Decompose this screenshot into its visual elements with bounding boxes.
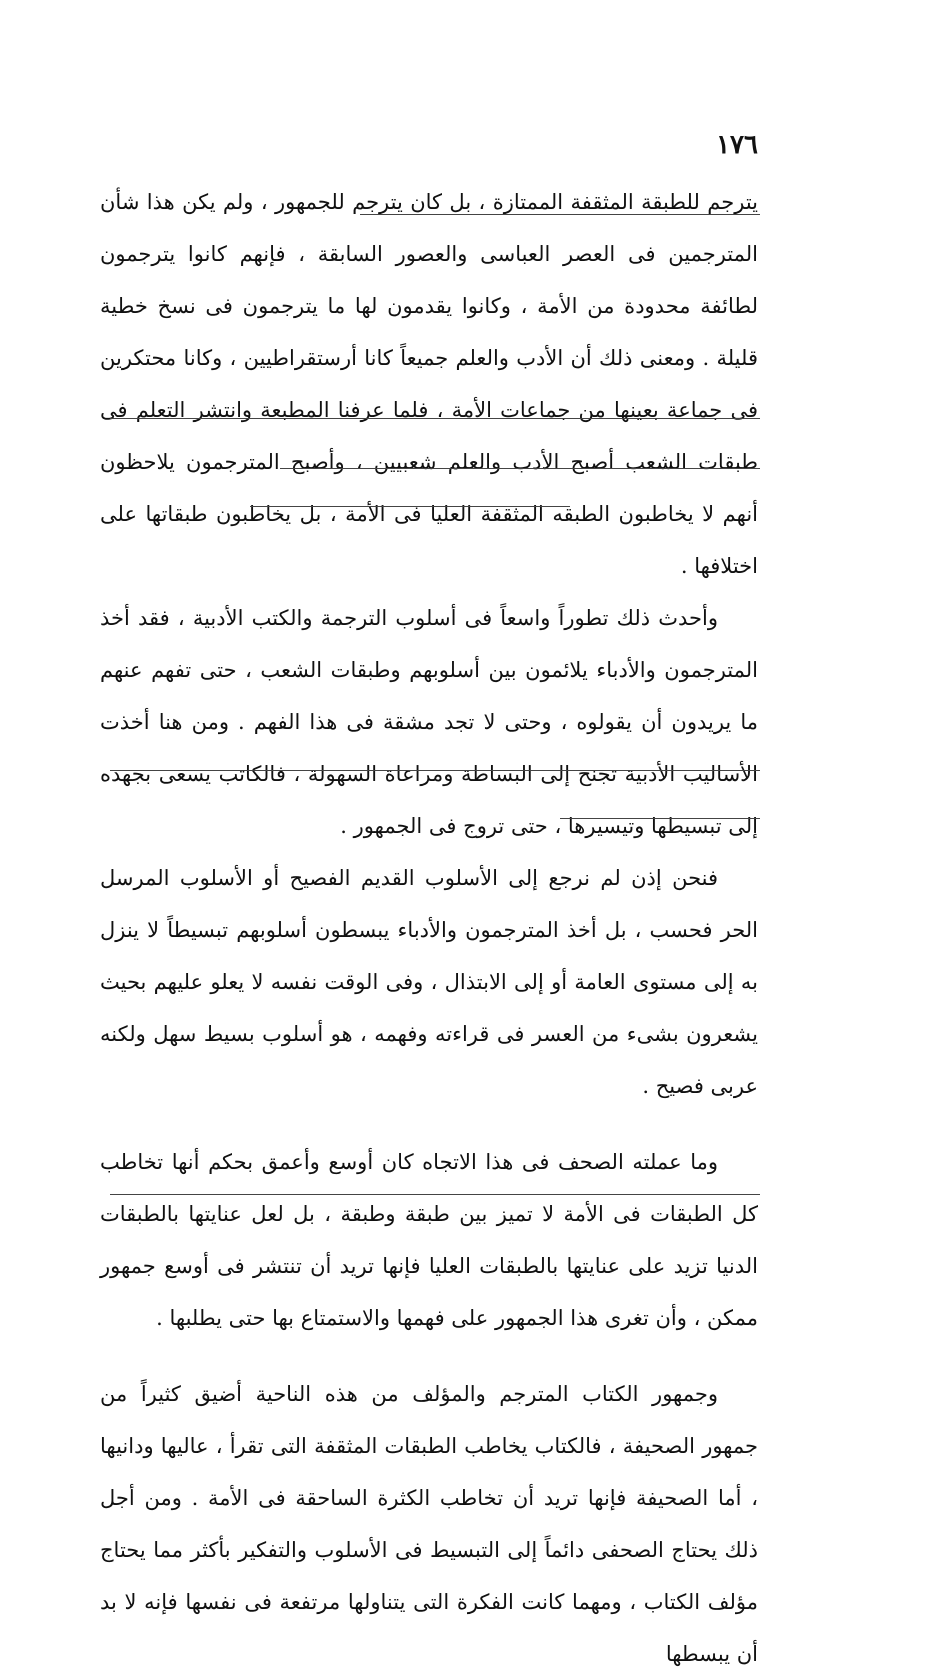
handwritten-underline bbox=[110, 418, 760, 419]
paragraph-3: فنحن إذن لم نرجع إلى الأسلوب القديم الفصيح أو الأسلوب المرسل الحر فحسب ، بل أخذ المترجمون والأدباء يبسطون أسلوبهم تبسيطاً لا ينزل به إلى مستوى العامة أو إلى الابتذال ، وفى الوقت نفسه لا يعلو عليهم بحيث يشعرون بشىء من العسر فى قراءته وفهمه ، هو أسلوب بسيط سهل ولكنه عربى فصيح . bbox=[100, 866, 758, 1098]
paragraph-gap bbox=[100, 1112, 758, 1136]
handwritten-underline bbox=[110, 770, 760, 771]
handwritten-underline bbox=[560, 818, 760, 819]
handwritten-underline bbox=[360, 214, 760, 215]
paragraph-4: وما عملته الصحف فى هذا الاتجاه كان أوسع وأعمق بحكم أنها تخاطب كل الطبقات فى الأمة لا تميز بين طبقة وطبقة ، بل لعل عنايتها بالطبقات الدنيا تزيد على عنايتها بالطبقات العليا فإنها تريد أن تنتشر فى أوسع جمهور ممكن ، وأن تغرى هذا الجمهور على فهمها والاستمتاع بها حتى يطلبها . bbox=[100, 1150, 758, 1330]
paragraph-gap bbox=[100, 1344, 758, 1368]
handwritten-underline bbox=[250, 506, 570, 507]
handwritten-underline bbox=[110, 1194, 760, 1195]
page-number: ١٧٦ bbox=[716, 130, 758, 160]
body-text bbox=[100, 176, 758, 1680]
paragraph-5: وجمهور الكتاب المترجم والمؤلف من هذه الناحية أضيق كثيراً من جمهور الصحيفة ، فالكتاب يخاطب الطبقات المثقفة التى تقرأ ، عاليها ودانيها ، أما الصحيفة فإنها تريد أن تخاطب الكثرة الساحقة فى الأمة . ومن أجل ذلك يحتاج الصحفى دائماً إلى التبسيط فى الأسلوب والتفكير بأكثر مما يحتاج مؤلف الكتاب ، ومهما كانت الفكرة التى يتناولها مرتفعة فى نفسها فإنه لا بد أن يبسطها bbox=[100, 1382, 758, 1666]
paragraph-2: وأحدث ذلك تطوراً واسعاً فى أسلوب الترجمة والكتب الأدبية ، فقد أخذ المترجمون والأدباء يلائمون بين أسلوبهم وطبقات الشعب ، حتى تفهم عنهم ما يريدون أن يقولوه ، وحتى لا تجد مشقة فى هذا الفهم . ومن هنا أخذت الأساليب الأدبية تجنح إلى البساطة ومراعاة السهولة ، فالكاتب يسعى بجهده إلى تبسيطها وتيسيرها ، حتى تروج فى الجمهور . bbox=[100, 606, 758, 838]
paragraph-1: يترجم للطبقة المثقفة الممتازة ، بل كان يترجم للجمهور ، ولم يكن هذا شأن المترجمين فى العصر العباسى والعصور السابقة ، فإنهم كانوا يترجمون لطائفة محدودة من الأمة ، وكانوا يقدمون لها ما يترجمون فى نسخ خطية قليلة . ومعنى ذلك أن الأدب والعلم جميعاً كانا أرستقراطيين ، وكانا محتكرين فى جماعة بعينها من جماعات الأمة ، فلما عرفنا المطبعة وانتشر التعلم فى طبقات الشعب أصبح الأدب والعلم شعبيين ، وأصبح المترجمون يلاحظون أنهم لا يخاطبون الطبقه المثقفة العليا فى الأمة ، بل يخاطبون طبقاتها على اختلافها . bbox=[100, 190, 758, 578]
handwritten-underline bbox=[280, 468, 760, 469]
